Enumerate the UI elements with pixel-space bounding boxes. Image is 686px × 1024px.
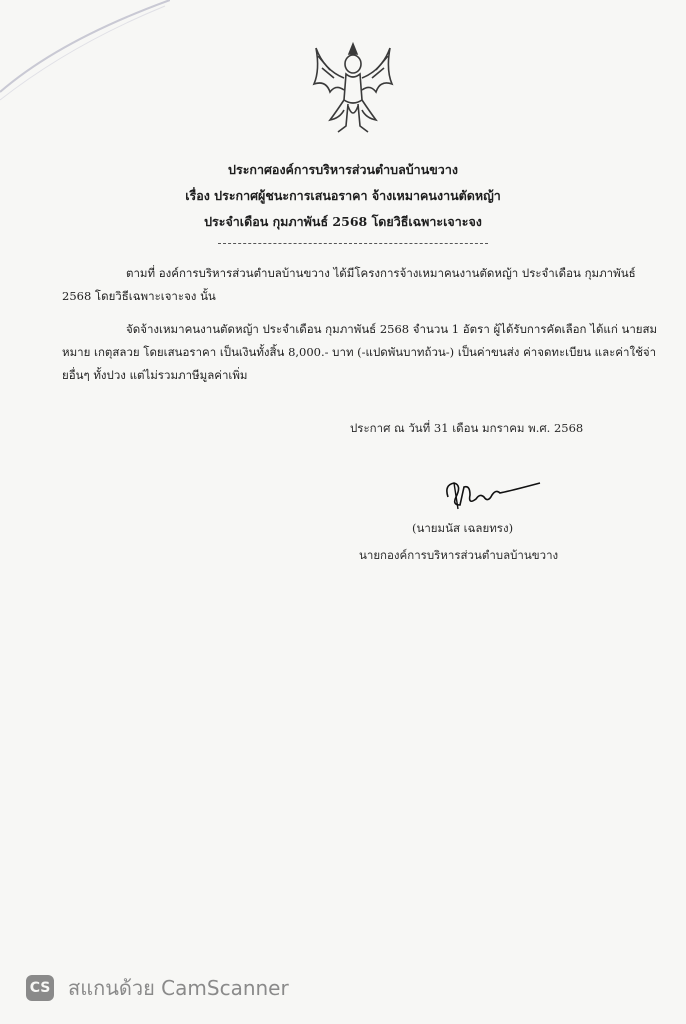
announcement-date: ประกาศ ณ วันที่ 31 เดือน มกราคม พ.ศ. 2568: [350, 421, 584, 435]
paragraph-2-text: จัดจ้างเหมาคนงานตัดหญ้า ประจำเดือน กุมภาพันธ์ 2568 จำนวน 1 อัตรา ผู้ได้รับการคัดเลือก ได้แก่ นายสมหมาย เกตุสลวย โดยเสนอราคา เป็นเงินทั้งสิ้น 8,000.- บาท (-แปดพันบาทถ้วน-) เป็นค่าขนส่ง ค่าจดทะเบียน และค่าใช้จ่ายอื่นๆ ทั้งปวง แต่ไม่รวมภาษีมูลค่าเพิ่ม: [62, 322, 658, 382]
watermark-text: สแกนด้วย CamScanner: [68, 976, 289, 1000]
paragraph-1-text: ตามที่ องค์การบริหารส่วนตำบลบ้านขวาง ได้มีโครงการจ้างเหมาคนงานตัดหญ้า ประจำเดือน กุมภาพันธ์ 2568 โดยวิธีเฉพาะเจาะจง นั้น: [62, 266, 636, 303]
handwritten-signature: [440, 475, 550, 515]
garuda-emblem-icon: [310, 40, 396, 135]
heading-divider: [218, 243, 488, 244]
document-heading-org: ประกาศองค์การบริหารส่วนตำบลบ้านขวาง: [228, 162, 458, 177]
camscanner-logo-icon: CS: [26, 975, 54, 1001]
signer-title: นายกองค์การบริหารส่วนตำบลบ้านขวาง: [359, 548, 559, 562]
document-heading-subject: เรื่อง ประกาศผู้ชนะการเสนอราคา จ้างเหมาคนงานตัดหญ้า: [185, 188, 501, 203]
document-heading-method: ประจำเดือน กุมภาพันธ์ 2568 โดยวิธีเฉพาะเจาะจง: [204, 214, 482, 229]
body-paragraph-2: [62, 318, 662, 387]
page-corner-curl: [0, 0, 170, 110]
signer-name: (นายมนัส เฉลยทรง): [412, 521, 514, 535]
camscanner-watermark: [26, 972, 289, 1004]
body-paragraph-1: [62, 262, 662, 308]
